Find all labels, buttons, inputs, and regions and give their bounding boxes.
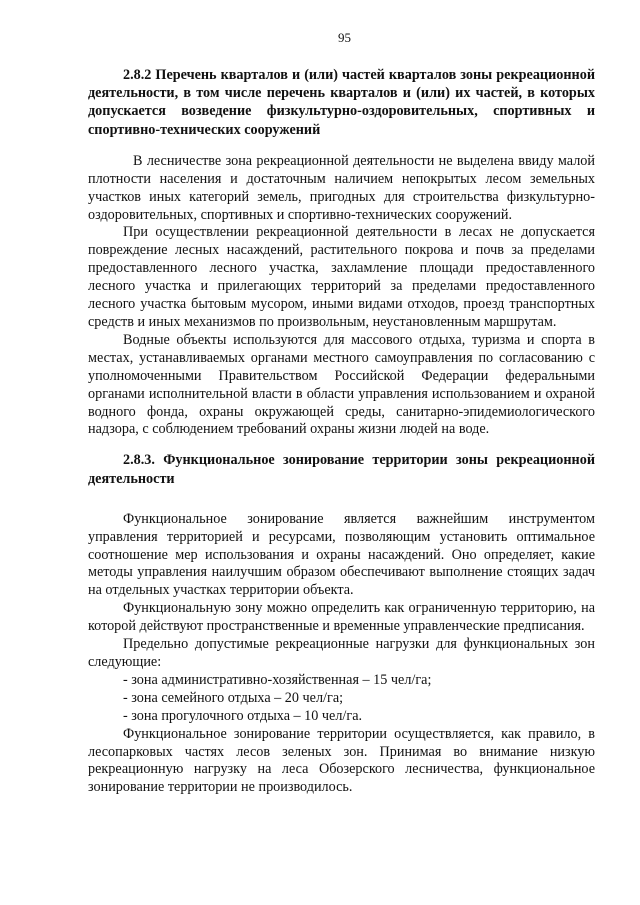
document-page	[88, 30, 595, 797]
section-heading-2-8-3: 2.8.3. Функциональное зонирование территории зоны рекреационной деятельности	[88, 452, 595, 487]
list-item: - зона семейного отдыха – 20 чел/га;	[123, 689, 344, 706]
section-heading-2-8-2: 2.8.2 Перечень кварталов и (или) частей кварталов зоны рекреационной деятельности, в том числе перечень кварталов и (или) их частей, в которых допускается возведение физкультурно-оздоровительных, спортивных и спортивно-технических сооружений	[88, 67, 595, 138]
list-item: - зона административно-хозяйственная – 15 чел/га;	[123, 671, 432, 688]
list-item: - зона прогулочного отдыха – 10 чел/га.	[123, 707, 363, 724]
paragraph: Функциональную зону можно определить как ограниченную территорию, на которой действуют пространственные и временные управленческие предписания.	[88, 600, 595, 635]
paragraph: Предельно допустимые рекреационные нагрузки для функциональных зон следующие:	[88, 636, 595, 670]
paragraph: Функциональное зонирование является важнейшим инструментом управления территорией и ресурсами, позволяющим установить оптимальное соотношение мер использования и охраны насаждений. Оно определяет, какие методы управления наилучшим образом обеспечивают выполнение стоящих задач на отдельных участках территории объекта.	[88, 510, 595, 599]
paragraph: При осуществлении рекреационной деятельности в лесах не допускается повреждение лесных насаждений, растительного покрова и почв за пределами предоставленного лесного участка, захламление площади предоставленного лесного участка и прилегающих территорий за пределами предоставленного лесного участка бытовым мусором, иными видами отходов, проезд транспортных средств и иных механизмов по произвольным, неустановленным маршрутам.	[88, 224, 595, 330]
paragraph: Водные объекты используются для массового отдыха, туризма и спорта в местах, устанавливаемых органами местного самоуправления по согласованию с уполномоченными Правительством Российской Федерации федеральными органами исполнительной власти в области управления использованием и охраной водного фонда, охраны окружающей среды, санитарно-эпидемиологического надзора, с соблюдением требований охраны жизни людей на воде.	[88, 331, 595, 438]
paragraph: Функциональное зонирование территории осуществляется, как правило, в лесопарковых частях лесов зеленых зон. Принимая во внимание низкую рекреационную нагрузку на леса Обозерского лесничества, функциональное зонирование территории не производилось.	[88, 725, 595, 796]
page-number: 95	[338, 30, 351, 45]
paragraph: В лесничестве зона рекреационной деятельности не выделена ввиду малой плотности населения и достаточным наличием непокрытых лесом земельных участков иных категорий земель, пригодных для строительства физкультурно-оздоровительных, спортивных и спортивно-технических сооружений.	[88, 152, 595, 223]
